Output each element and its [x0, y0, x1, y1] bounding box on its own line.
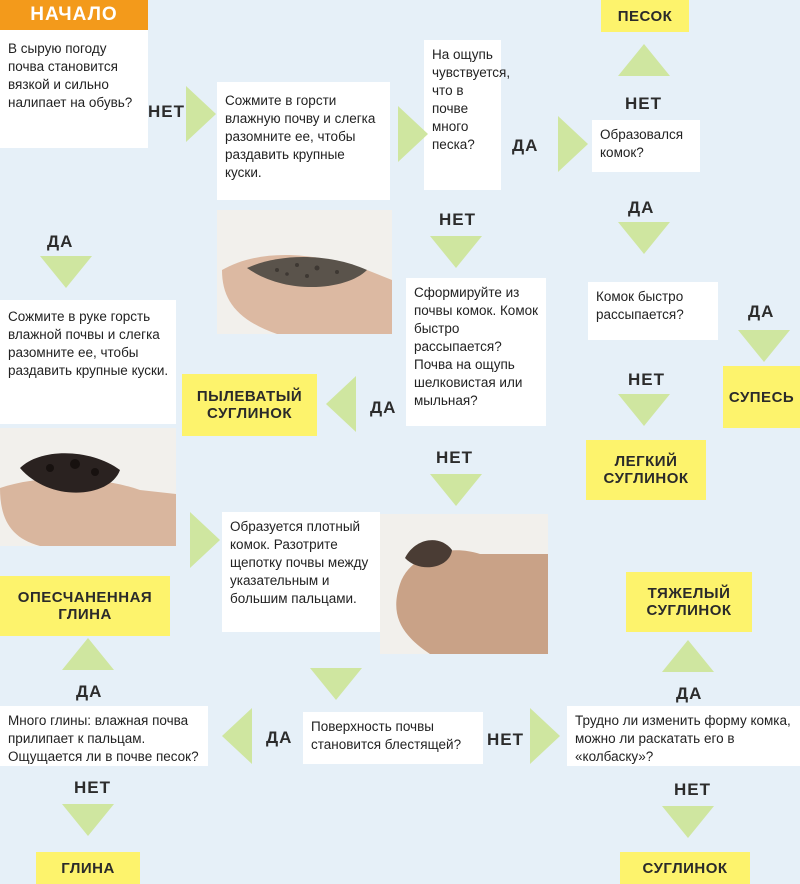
- arrow-q1-to-q2: [186, 86, 216, 142]
- question-shiny-surface: Поверхность почвы становится блестящей?: [303, 712, 483, 764]
- arrow-q7-to-q8: [190, 512, 220, 568]
- photo-hand-wet-soil: [0, 428, 176, 546]
- label-no-q1: НЕТ: [148, 102, 185, 121]
- question-squeeze-soil: Сожмите в горсти влажную почву и слегка разомните ее, чтобы раздавить крупные куски.: [217, 82, 390, 200]
- result-sandy-clay: ОПЕСЧАНЕННАЯ ГЛИНА: [0, 576, 170, 636]
- arrow-q3-to-q4: [558, 116, 588, 172]
- result-loam: СУГЛИНОК: [620, 852, 750, 884]
- question-lump-crumbles: Комок быстро рассыпается?: [588, 282, 718, 340]
- result-light-loam: ЛЕГКИЙ СУГЛИНОК: [586, 440, 706, 500]
- label-yes-q4: ДА: [628, 198, 655, 217]
- arrow-q11-to-heavy-loam: [662, 640, 714, 672]
- photo-hand-dry-soil: [217, 210, 392, 334]
- arrow-q5-to-sandy-loam: [738, 330, 790, 362]
- arrow-q9-to-q11: [530, 708, 560, 764]
- arrow-q3-to-q6: [430, 236, 482, 268]
- label-no-sand: НЕТ: [625, 94, 662, 113]
- label-no-q11: НЕТ: [674, 780, 711, 799]
- question-lump-formed: Образовался комок?: [592, 120, 700, 172]
- arrow-q10-to-clay: [62, 804, 114, 836]
- question-much-sand: На ощупь чувствуется, что в почве много песка?: [424, 40, 501, 190]
- label-no-q6: НЕТ: [436, 448, 473, 467]
- arrow-q9-to-q10: [222, 708, 252, 764]
- arrow-q6-to-q8: [430, 474, 482, 506]
- arrow-q10-to-sandy-clay: [62, 638, 114, 670]
- arrow-q1-to-q7: [40, 256, 92, 288]
- label-yes-q6: ДА: [370, 398, 397, 417]
- label-yes-q11: ДА: [676, 684, 703, 703]
- question-much-clay: Много глины: влажная почва прилипает к пальцам. Ощущается ли в почве песок?: [0, 706, 208, 766]
- arrow-q11-to-loam: [662, 806, 714, 838]
- photo-hand-lump: [380, 514, 548, 654]
- label-no-q9: НЕТ: [487, 730, 524, 749]
- label-yes-q10: ДА: [76, 682, 103, 701]
- label-yes-q1: ДА: [47, 232, 74, 251]
- question-dense-lump: Образуется плотный комок. Разотрите щепотку почвы между указательным и большим пальцами.: [222, 512, 380, 632]
- arrow-q5-to-light-loam: [618, 394, 670, 426]
- arrow-q6-to-silty-loam: [326, 376, 356, 432]
- result-silty-loam: ПЫЛЕВАТЫЙ СУГЛИНОК: [182, 374, 317, 436]
- question-form-lump: Сформируйте из почвы комок. Комок быстро рассыпается? Почва на ощупь шелковистая или мыльная?: [406, 278, 546, 426]
- question-change-shape: Трудно ли изменить форму комка, можно ли раскатать его в «колбаску»?: [567, 706, 800, 766]
- label-no-q3: НЕТ: [439, 210, 476, 229]
- arrow-q2-to-q3: [398, 106, 428, 162]
- label-yes-q5: ДА: [748, 302, 775, 321]
- arrow-q8-to-q9: [310, 668, 362, 700]
- result-heavy-loam: ТЯЖЕЛЫЙ СУГЛИНОК: [626, 572, 752, 632]
- result-sandy-loam: СУПЕСЬ: [723, 366, 800, 428]
- arrow-q4-to-sand: [618, 44, 670, 76]
- label-no-q10: НЕТ: [74, 778, 111, 797]
- question-sticky-soil: В сырую погоду почва становится вязкой и сильно налипает на обувь?: [0, 30, 148, 148]
- result-clay: ГЛИНА: [36, 852, 140, 884]
- label-yes-q9: ДА: [266, 728, 293, 747]
- arrow-q4-to-q5: [618, 222, 670, 254]
- result-sand: ПЕСОК: [601, 0, 689, 32]
- start-label: НАЧАЛО: [0, 0, 148, 30]
- label-yes-q3: ДА: [512, 136, 539, 155]
- question-squeeze-handful: Сожмите в руке горсть влажной почвы и слегка разомните ее, чтобы раздавить крупные куски.: [0, 300, 176, 424]
- label-no-q5: НЕТ: [628, 370, 665, 389]
